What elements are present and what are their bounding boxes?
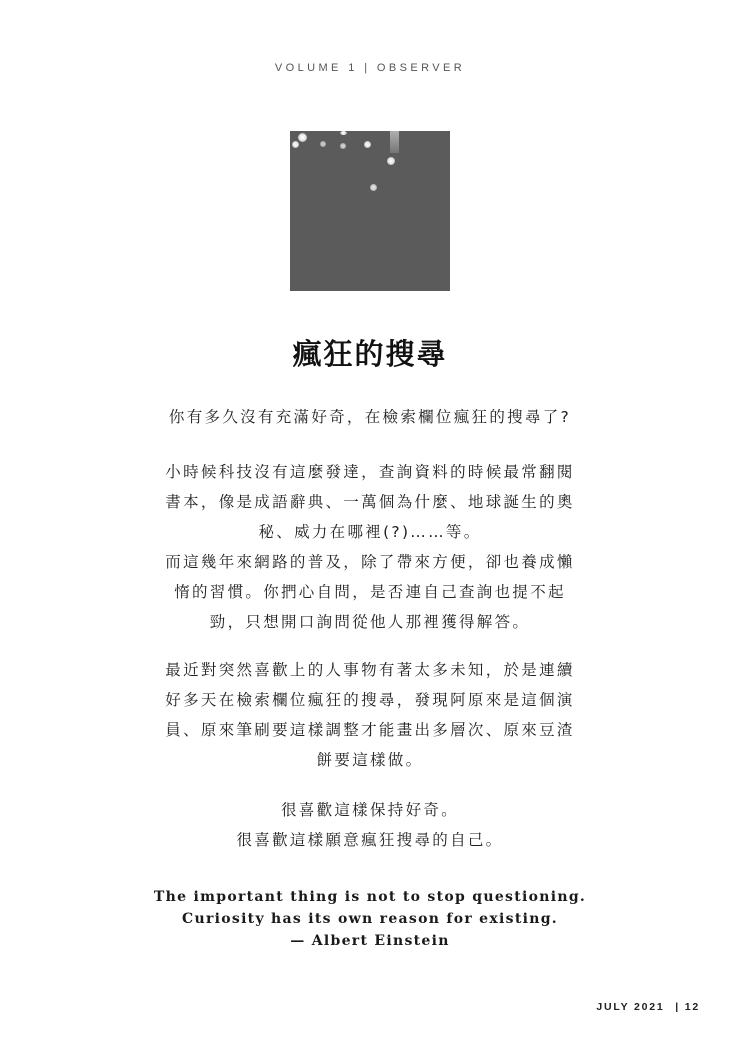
quote-line: Curiosity has its own reason for existing. [182,911,558,927]
bokeh-dot [387,157,395,165]
issue-date: JULY 2021 [596,1001,665,1013]
text-line: 秘、威力在哪裡(?)……等。 [258,523,482,541]
text-line: 很喜歡這樣保持好奇。 [280,801,459,819]
bokeh-dot [298,133,307,142]
text-line: 好多天在檢索欄位瘋狂的搜尋，發現阿原來是這個演 [165,691,575,709]
text-line: 勁，只想開口詢問從他人那裡獲得解答。 [209,613,531,631]
page-number: 12 [684,1001,700,1013]
quote-line: The important thing is not to stop questioning. [153,889,587,905]
intro-paragraph: 你有多久沒有充滿好奇，在檢索欄位瘋狂的搜尋了? [168,408,572,426]
quote-attribution: — Albert Einstein [290,933,450,949]
article-photo [290,131,450,291]
text-line: 惰的習慣。你捫心自問，是否連自己查詢也提不起 [174,583,566,601]
paragraph-recent [150,655,590,775]
text-line: 而這幾年來網路的普及，除了帶來方便，卻也養成懶 [165,553,575,571]
text-line: 員、原來筆刷要這樣調整才能畫出多層次、原來豆渣 [165,721,575,739]
text-line: 很喜歡這樣願意瘋狂搜尋的自己。 [236,831,504,849]
footer-separator: | [675,1001,680,1013]
light-streak [390,131,399,153]
bokeh-dot [340,143,346,149]
text-line: 最近對突然喜歡上的人事物有著太多未知，於是連續 [165,661,575,679]
page-footer [596,1001,700,1013]
bokeh-dot [364,141,371,148]
text-line: 書本，像是成語辭典、一萬個為什麼、地球誕生的奧 [165,493,575,511]
bokeh-dot [292,141,299,148]
text-line: 小時候科技沒有這麼發達，查詢資料的時候最常翻閱 [165,463,575,481]
bokeh-dot [340,131,347,135]
closing-paragraph [150,795,590,855]
einstein-quote [0,886,740,952]
bokeh-dot [370,184,377,191]
bokeh-dot [320,141,326,147]
running-header: VOLUME 1 | OBSERVER [274,62,466,74]
paragraph-childhood [150,457,590,637]
article-title: 瘋狂的搜尋 [292,337,448,371]
text-line: 餅要這樣做。 [316,751,424,769]
